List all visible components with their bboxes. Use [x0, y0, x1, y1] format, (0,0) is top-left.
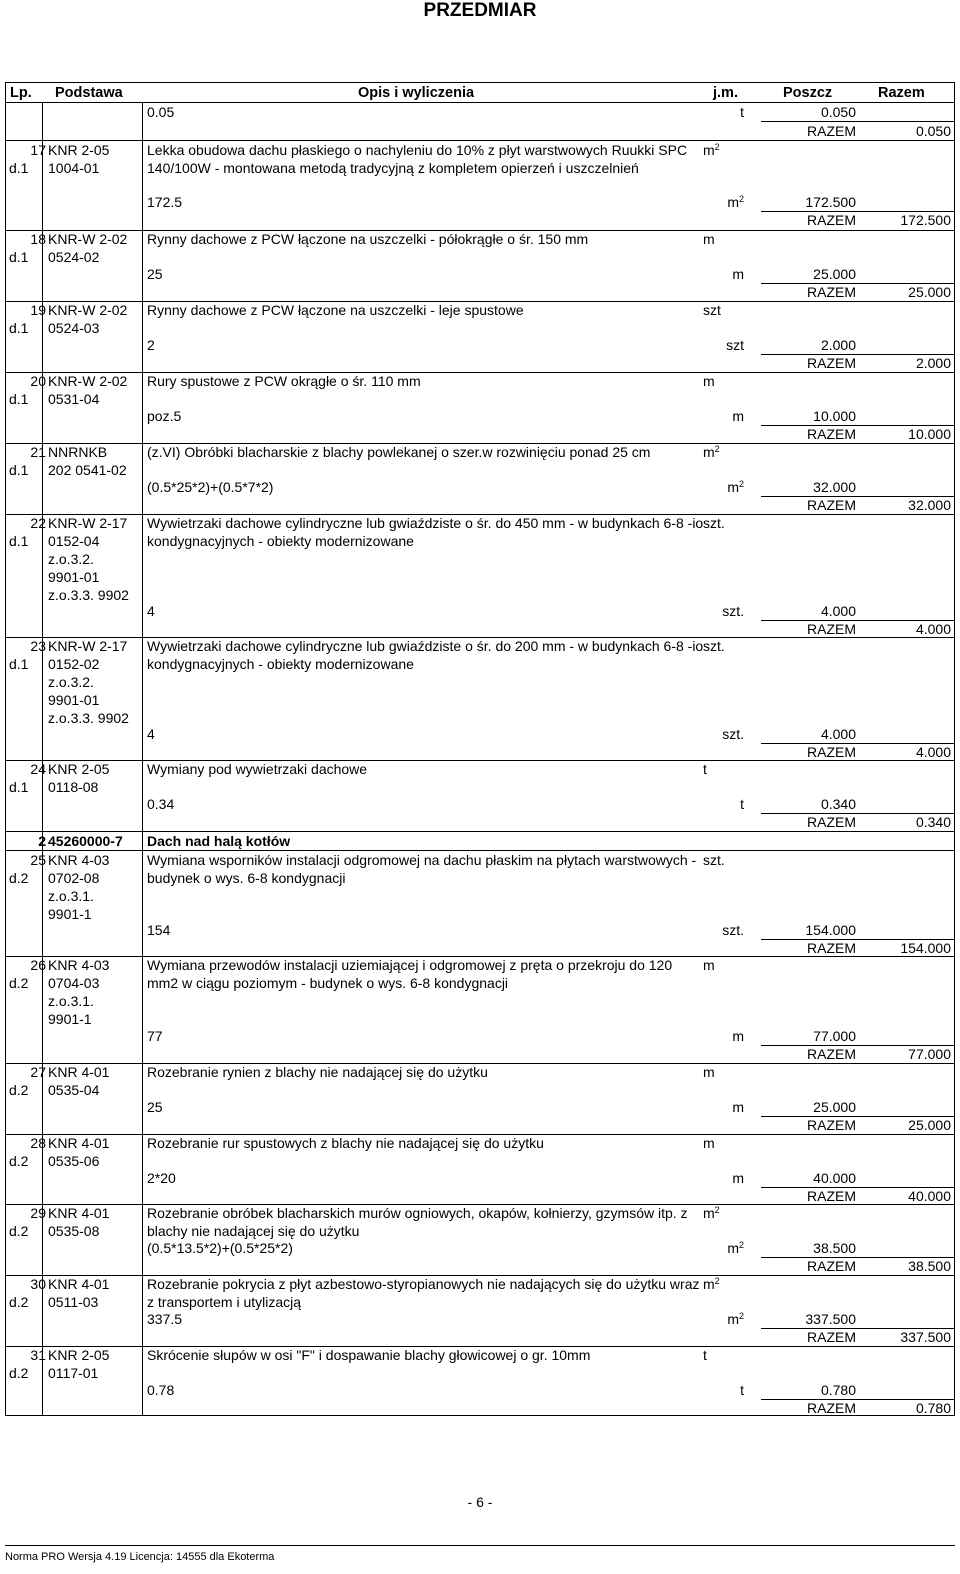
row-poszcz: 4.000	[820, 603, 856, 619]
row-razem-label: RAZEM	[807, 1117, 856, 1133]
row-podstawa-extra: 9901-1	[48, 1011, 92, 1027]
row-podstawa: KNR 4-01	[48, 1276, 110, 1292]
row-calc-unit: $m^2$	[727, 1240, 744, 1256]
row-calc-unit: m	[732, 1170, 744, 1186]
row-razem-label: RAZEM	[807, 1400, 856, 1416]
row-podstawa-code: 0704-03	[48, 975, 100, 991]
row-calculation: poz.5	[147, 408, 182, 424]
row-lp: 17	[30, 142, 46, 158]
row-calc-unit: szt.	[722, 726, 744, 742]
row-podstawa-extra: z.o.3.2.	[48, 674, 94, 690]
row-podstawa: KNR 2-05	[48, 142, 110, 158]
row-podstawa-code: 0535-04	[48, 1082, 100, 1098]
row-calc-unit: $m^2$	[727, 1311, 744, 1327]
row-podstawa: KNR-W 2-02	[48, 373, 128, 389]
row-razem: 32.000	[908, 497, 951, 513]
row-podstawa-code: 0511-03	[48, 1294, 99, 1310]
row-lp-suffix: d.2	[9, 870, 29, 886]
row-razem-label: RAZEM	[807, 497, 856, 513]
row-podstawa-extra: 9901-01	[48, 692, 100, 708]
row-razem: 10.000	[908, 426, 951, 442]
header-podstawa: Podstawa	[55, 85, 123, 101]
row-podstawa-extra: 9901-01	[48, 569, 100, 585]
section-lp: 2	[38, 833, 46, 849]
row-razem-label: RAZEM	[807, 1046, 856, 1062]
row-podstawa-code: 0535-08	[48, 1223, 100, 1239]
row-calc-unit: $m^2$	[727, 194, 744, 210]
row-podstawa: KNR-W 2-17	[48, 515, 128, 531]
row-lp-suffix: d.1	[9, 462, 29, 478]
carry-unit: t	[740, 104, 744, 120]
row-razem: 77.000	[908, 1046, 951, 1062]
row-description: Wywietrzaki dachowe cylindryczne lub gwiaździste o śr. do 200 mm - w budynkach 6-8 -io kondygnacyjnych - obiekty modernizowane	[147, 638, 704, 672]
row-lp: 27	[30, 1064, 46, 1080]
row-poszcz: 10.000	[813, 408, 856, 424]
row-calculation: 2	[147, 337, 155, 353]
row-calculation: (0.5*13.5*2)+(0.5*25*2)	[147, 1240, 293, 1256]
row-calculation: 0.78	[147, 1382, 175, 1398]
row-lp: 30	[30, 1276, 46, 1292]
row-razem: 38.500	[908, 1258, 951, 1274]
table-header	[5, 82, 955, 103]
row-podstawa-extra: 9901-1	[48, 906, 92, 922]
row-poszcz: 4.000	[820, 726, 856, 742]
row-podstawa-extra: z.o.3.3. 9902	[48, 710, 129, 726]
header-opis: Opis i wyliczenia	[358, 85, 475, 101]
row-calculation: 337.5	[147, 1311, 183, 1327]
row-razem: 172.500	[900, 212, 951, 228]
row-razem: 25.000	[908, 284, 951, 300]
row-poszcz: 0.340	[820, 796, 856, 812]
row-unit: szt.	[703, 638, 725, 654]
row-lp: 28	[30, 1135, 46, 1151]
row-razem: 0.340	[915, 814, 951, 830]
row-unit: m	[703, 1064, 715, 1080]
row-lp: 21	[30, 444, 46, 460]
row-lp: 29	[30, 1205, 46, 1221]
row-calc-unit: t	[740, 796, 744, 812]
row-razem-label: RAZEM	[807, 212, 856, 228]
row-poszcz: 25.000	[813, 266, 856, 282]
row-unit: m	[703, 957, 715, 973]
row-description: Rozebranie obróbek blacharskich murów ogniowych, okapów, kołnierzy, gzymsów itp. z blachy nie nadającej się do użytku	[147, 1205, 688, 1239]
row-calculation: 4	[147, 603, 155, 619]
row-description: Rozebranie pokrycia z płyt azbestowo-styropianowych nie nadających się do użytku wraz z transportem i utylizacją	[147, 1276, 700, 1310]
row-razem-label: RAZEM	[807, 1188, 856, 1204]
row-poszcz: 154.000	[805, 922, 856, 938]
row-podstawa-code: 0524-03	[48, 320, 100, 336]
row-podstawa-code: 202 0541-02	[48, 462, 127, 478]
row-podstawa: KNR 2-05	[48, 1347, 110, 1363]
header-lp: Lp.	[10, 85, 32, 101]
row-podstawa-code: 0535-06	[48, 1153, 100, 1169]
row-podstawa: KNR 4-01	[48, 1205, 110, 1221]
row-podstawa: KNR-W 2-02	[48, 302, 128, 318]
row-description: Rozebranie rynien z blachy nie nadającej się do użytku	[147, 1064, 488, 1080]
row-podstawa-code: 0524-02	[48, 249, 100, 265]
row-lp-suffix: d.2	[9, 1365, 29, 1381]
footer-license: Norma PRO Wersja 4.19 Licencja: 14555 dla Ekoterma	[5, 1551, 275, 1563]
row-podstawa: KNR-W 2-02	[48, 231, 128, 247]
section-code: 45260000-7	[48, 833, 123, 849]
row-description: Rozebranie rur spustowych z blachy nie nadającej się do użytku	[147, 1135, 544, 1151]
row-poszcz: 40.000	[813, 1170, 856, 1186]
table-body	[5, 103, 955, 1416]
row-lp: 24	[30, 761, 46, 777]
document-title: PRZEDMIAR	[423, 0, 537, 21]
row-lp-suffix: d.2	[9, 1223, 29, 1239]
row-lp-suffix: d.2	[9, 975, 29, 991]
row-podstawa: KNR-W 2-17	[48, 638, 128, 654]
row-razem-label: RAZEM	[807, 814, 856, 830]
carry-poszcz: 0.050	[820, 104, 856, 120]
row-podstawa-code: 0118-08	[48, 779, 99, 795]
row-podstawa-code: 1004-01	[48, 160, 100, 176]
row-lp-suffix: d.2	[9, 1294, 29, 1310]
row-lp: 25	[30, 852, 46, 868]
row-calc-unit: szt	[726, 337, 744, 353]
row-poszcz: 25.000	[813, 1099, 856, 1115]
row-calculation: (0.5*25*2)+(0.5*7*2)	[147, 479, 274, 495]
row-poszcz: 172.500	[805, 194, 856, 210]
carry-calc: 0.05	[147, 104, 175, 120]
row-podstawa-code: 0531-04	[48, 391, 100, 407]
row-lp-suffix: d.1	[9, 533, 29, 549]
row-razem: 337.500	[900, 1329, 951, 1345]
row-calc-unit: m	[732, 266, 744, 282]
row-razem: 154.000	[900, 940, 951, 956]
row-razem-label: RAZEM	[807, 621, 856, 637]
row-lp-suffix: d.1	[9, 391, 29, 407]
row-lp: 18	[30, 231, 46, 247]
row-calc-unit: m	[732, 1028, 744, 1044]
row-podstawa: KNR 4-01	[48, 1064, 110, 1080]
row-calc-unit: m	[732, 1099, 744, 1115]
row-calculation: 4	[147, 726, 155, 742]
row-unit: $m^2$	[703, 1205, 720, 1221]
row-lp: 26	[30, 957, 46, 973]
row-description: Wywietrzaki dachowe cylindryczne lub gwiaździste o śr. do 450 mm - w budynkach 6-8 -io kondygnacyjnych - obiekty modernizowane	[147, 515, 704, 549]
row-razem-label: RAZEM	[807, 744, 856, 760]
row-podstawa-code: 0117-01	[48, 1365, 99, 1381]
row-unit: m	[703, 373, 715, 389]
carry-razem: 0.050	[915, 123, 951, 139]
row-poszcz: 0.780	[820, 1382, 856, 1398]
row-lp-suffix: d.2	[9, 1153, 29, 1169]
row-razem: 40.000	[908, 1188, 951, 1204]
row-calc-unit: t	[740, 1382, 744, 1398]
row-lp: 22	[30, 515, 46, 531]
row-description: Rynny dachowe z PCW łączone na uszczelki - półokrągłe o śr. 150 mm	[147, 231, 589, 247]
row-razem-label: RAZEM	[807, 355, 856, 371]
row-lp: 31	[30, 1347, 46, 1363]
row-calculation: 25	[147, 266, 163, 282]
row-podstawa-code: 0152-04	[48, 533, 100, 549]
row-podstawa-code: 0702-08	[48, 870, 100, 886]
row-description: Wymiana wsporników instalacji odgromowej na dachu płaskim na płytach warstwowych - budynek o wys. 6-8 kondygnacji	[147, 852, 697, 886]
row-unit: m	[703, 1135, 715, 1151]
row-calc-unit: m	[732, 408, 744, 424]
row-calculation: 2*20	[147, 1170, 176, 1186]
row-podstawa: NNRNKB	[48, 444, 108, 460]
row-poszcz: 2.000	[820, 337, 856, 353]
row-podstawa-code: 0152-02	[48, 656, 100, 672]
row-unit: $m^2$	[703, 142, 720, 158]
section-title: Dach nad halą kotłów	[147, 833, 291, 849]
row-razem: 4.000	[915, 621, 951, 637]
row-lp-suffix: d.1	[9, 160, 29, 176]
row-calc-unit: szt.	[722, 603, 744, 619]
row-calculation: 172.5	[147, 194, 183, 210]
row-podstawa-extra: z.o.3.1.	[48, 993, 94, 1009]
row-description: Rynny dachowe z PCW łączone na uszczelki - leje spustowe	[147, 302, 524, 318]
row-poszcz: 32.000	[813, 479, 856, 495]
row-podstawa: KNR 2-05	[48, 761, 110, 777]
row-unit: szt.	[703, 852, 725, 868]
row-lp: 19	[30, 302, 46, 318]
row-calculation: 25	[147, 1099, 163, 1115]
row-razem-label: RAZEM	[807, 284, 856, 300]
row-razem: 2.000	[915, 355, 951, 371]
row-podstawa: KNR 4-03	[48, 852, 110, 868]
row-unit: $m^2$	[703, 444, 720, 460]
row-razem: 0.780	[915, 1400, 951, 1416]
row-podstawa-extra: z.o.3.1.	[48, 888, 94, 904]
header-jm: j.m.	[713, 85, 738, 101]
row-calc-unit: $m^2$	[727, 479, 744, 495]
row-unit: szt.	[703, 515, 725, 531]
row-lp-suffix: d.2	[9, 1082, 29, 1098]
row-calc-unit: szt.	[722, 922, 744, 938]
row-unit: $m^2$	[703, 1276, 720, 1292]
row-poszcz: 38.500	[813, 1240, 856, 1256]
carry-razem-label: RAZEM	[807, 123, 856, 139]
header-razem: Razem	[878, 85, 925, 101]
row-lp-suffix: d.1	[9, 779, 29, 795]
row-description: Wymiany pod wywietrzaki dachowe	[147, 761, 368, 777]
row-description: Lekka obudowa dachu płaskiego o nachyleniu do 10% z płyt warstwowych Ruukki SPC 140/100W - montowana metodą tradycyjną z kompletem opierzeń i uszczelnień	[147, 142, 688, 176]
row-lp: 23	[30, 638, 46, 654]
row-podstawa: KNR 4-01	[48, 1135, 110, 1151]
row-podstawa-extra: z.o.3.3. 9902	[48, 587, 129, 603]
row-razem-label: RAZEM	[807, 1329, 856, 1345]
row-unit: t	[703, 1347, 707, 1363]
row-lp-suffix: d.1	[9, 249, 29, 265]
row-poszcz: 337.500	[805, 1311, 856, 1327]
row-unit: szt	[703, 302, 721, 318]
row-unit: m	[703, 231, 715, 247]
row-razem: 4.000	[915, 744, 951, 760]
row-unit: t	[703, 761, 707, 777]
row-calculation: 77	[147, 1028, 163, 1044]
row-description: Rury spustowe z PCW okrągłe o śr. 110 mm	[147, 373, 421, 389]
row-calculation: 0.34	[147, 796, 175, 812]
row-podstawa-extra: z.o.3.2.	[48, 551, 94, 567]
row-razem-label: RAZEM	[807, 426, 856, 442]
row-description: Wymiana przewodów instalacji uziemiającej i odgromowej z pręta o przekroju do 120 mm2 w ciągu poziomym - budynek o wys. 6-8 kondygnacji	[147, 957, 673, 991]
row-razem: 25.000	[908, 1117, 951, 1133]
row-razem-label: RAZEM	[807, 1258, 856, 1274]
row-description: (z.VI) Obróbki blacharskie z blachy powlekanej o szer.w rozwinięciu ponad 25 cm	[147, 444, 651, 460]
header-poszcz: Poszcz	[783, 85, 833, 101]
page-number: - 6 -	[467, 1494, 493, 1510]
row-calculation: 154	[147, 922, 171, 938]
row-poszcz: 77.000	[813, 1028, 856, 1044]
row-razem-label: RAZEM	[807, 940, 856, 956]
row-description: Skrócenie słupów w osi "F" i dospawanie blachy głowicowej o gr. 10mm	[147, 1347, 591, 1363]
row-lp-suffix: d.1	[9, 656, 29, 672]
footer-divider	[5, 1545, 955, 1546]
row-lp: 20	[30, 373, 46, 389]
row-podstawa: KNR 4-03	[48, 957, 110, 973]
row-lp-suffix: d.1	[9, 320, 29, 336]
